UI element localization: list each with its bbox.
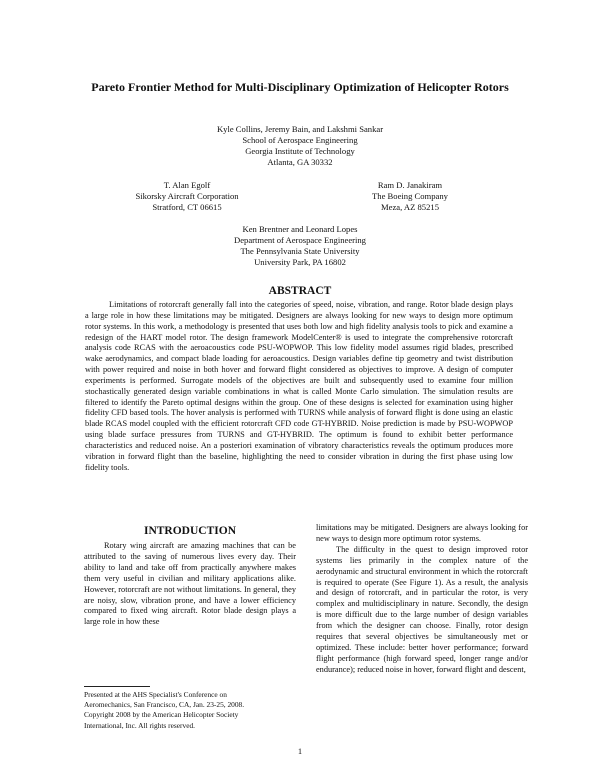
intro-paragraph: The difficulty in the quest to design improved rotor systems lies primarily in the complex nature of the aerodynamic and structural environment in which the rotorcraft is required to operate (See Figure 1). As a result, the analysis and design of rotorcraft, and in particular the rotor, is very complex and multidisciplinary in nature. Secondly, the design is more difficult due to the large number of design variables from which the designer can choose. Finally, rotor design requires that several objectives be simultaneously met or optimized. These include: better hover performance; forward flight performance (high forward speed, longer range and/or endurance); reduced noise in hover, forward flight and descent, [316,544,528,674]
affiliation-line: Georgia Institute of Technology [245,146,355,156]
intro-paragraph-continued: limitations may be mitigated. Designers are always looking for new ways to design more optimum rotor systems. [316,523,528,543]
affiliation-line: Department of Aerospace Engineering [234,235,366,245]
footnote-divider [84,686,150,687]
author-names: Ken Brentner and Leonard Lopes [242,224,358,234]
footnote-line: International, Inc. All rights reserved. [84,720,196,730]
affiliation-sikorsky [112,180,262,213]
intro-paragraph: Rotary wing aircraft are amazing machines that can be attributed to the saving of numerous lives every day. Their ability to land and take off from practically anywhere makes them very useful in civilian and military applications alike. However, rotorcraft are not without limitations. In general, they are noisy, slow, vibration prone, and have a lower efficiency compared to fixed wing aircraft. Rotor blade design plays a large role in how these [84,541,296,627]
author-names: T. Alan Egolf [163,180,211,190]
affiliation-line: Meza, AZ 85215 [381,202,439,212]
abstract-body: Limitations of rotorcraft generally fall into the categories of speed, noise, vibration, and range. Rotor blade design plays a large role in how these limitations may be mitigated. Designers are always looking for new ways to design more optimum rotor systems. In this work, a methodology is presented that uses both low and high fidelity analysis tools to pick and examine a redesign of the HART model rotor. The design framework ModelCenter® is used to integrate the comprehensive rotorcraft analysis code RCAS with the aeroacoustics code PSU-WOPWOP. This low fidelity model assumes rigid blades, prescribed wake aerodynamics, and compact blade loading for aeroacoustics. Design variables define tip geometry and twist distribution with power required and noise in both hover and forward flight considered as objectives to improve. A design of computer experiments is performed. Surrogate models of the objectives are built and subsequently used to examine four million stochastically generated design variable combinations in what is called Monte Carlo simulation. The simulation results are filtered to identify the Pareto optimal designs within the group. One of these designs is selected for examination using higher fidelity CFD based tools. The hover analysis is performed with TURNS while analysis of forward flight is done using an elastic blade RCAS model coupled with the efficient rotorcraft CFD code GT-HYBRID. Noise prediction is made by PSU-WOPWOP using blade surface pressures from TURNS and GT-HYBRID. The optimum is found to exhibit better performance characteristics and reduced noise. An a posteriori examination of vibratory characteristics reveals the optimum produces more vibration in forward flight than the baseline, highlighting the need to consider vibration in during the first phase using low fidelity tools. [85,300,513,472]
affiliation-line: University Park, PA 16802 [254,257,346,267]
affiliation-line: Stratford, CT 06615 [152,202,222,212]
footnote [84,690,296,731]
page-number: 1 [297,746,303,756]
author-names: Kyle Collins, Jeremy Bain, and Lakshmi Sankar [216,124,384,134]
affiliation-line: Sikorsky Aircraft Corporation [135,191,239,201]
author-names: Ram D. Janakiram [377,180,443,190]
affiliation-line: The Pennsylvania State University [240,246,360,256]
abstract-heading: ABSTRACT [268,285,332,297]
affiliation-line: Atlanta, GA 30332 [267,157,333,167]
affiliation-georgia-tech [200,124,400,168]
left-column [84,541,296,628]
introduction-heading: INTRODUCTION [143,525,236,537]
affiliation-boeing [335,180,485,213]
affiliation-penn-state [200,224,400,268]
paper-title: Pareto Frontier Method for Multi-Disciplinary Optimization of Helicopter Rotors [91,80,509,94]
footnote-line: Aeromechanics, San Francisco, CA, Jan. 23-25, 2008. [84,700,245,710]
affiliation-line: The Boeing Company [372,191,448,201]
right-column [316,523,528,676]
affiliation-line: School of Aerospace Engineering [242,135,358,145]
footnote-line: Presented at the AHS Specialist's Conference on [84,690,227,699]
footnote-line: Copyright 2008 by the American Helicopter Society [84,710,239,720]
